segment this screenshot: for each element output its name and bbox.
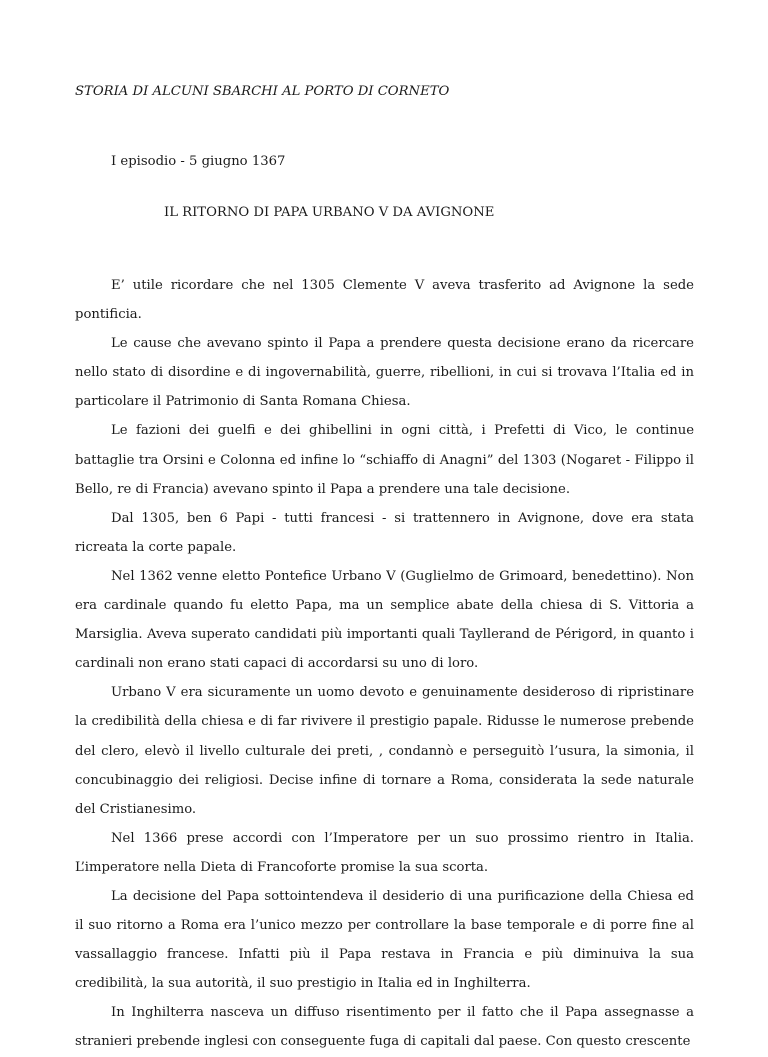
paragraph: In Inghilterra nasceva un diffuso risentimento per il fatto che il Papa assegnasse a stranieri prebende inglesi con conseguente fuga di capitali dal paese. Con questo crescente [75, 1005, 694, 1050]
body-text [75, 271, 694, 1057]
paragraph: Le cause che avevano spinto il Papa a prendere questa decisione erano da ricercare nello stato di disordine e di ingovernabilità, guerre, ribellioni, in cui si trovava l’Italia ed in particolare il Patrimonio di Santa Romana Chiesa. [75, 336, 694, 410]
episode-heading: I episodio - 5 giugno 1367 [111, 154, 286, 169]
paragraph: La decisione del Papa sottointendeva il desiderio di una purificazione della Chiesa ed il suo ritorno a Roma era l’unico mezzo per controllare la base temporale e di porre fine al vassallaggio francese. Infatti più il Papa restava in Francia e più diminuiva la sua credibilità, la sua autorità, il suo prestigio in Italia ed in Inghilterra. [75, 888, 694, 992]
section-title: IL RITORNO DI PAPA URBANO V DA AVIGNONE [164, 205, 495, 220]
paragraph: Le fazioni dei guelfi e dei ghibellini in ogni città, i Prefetti di Vico, le continue battaglie tra Orsini e Colonna ed infine lo “schiaffo di Anagni” del 1303 (Nogaret - Filippo il Bello, re di Francia) avevano spinto il Papa a prendere una tale decisione. [75, 423, 694, 497]
document-title: STORIA DI ALCUNI SBARCHI AL PORTO DI CORNETO [75, 84, 450, 99]
paragraph: Dal 1305, ben 6 Papi - tutti francesi - si trattennero in Avignone, dove era stata ricreata la corte papale. [75, 510, 694, 555]
paragraph: Urbano V era sicuramente un uomo devoto e genuinamente desideroso di ripristinare la credibilità della chiesa e di far rivivere il prestigio papale. Ridusse le numerose prebende del clero, elevò il livello culturale dei preti, , condannò e perseguitò l’usura, la simonia, il concubinaggio dei religiosi. Decise infine di tornare a Roma, considerata la sede naturale del Cristianesimo. [75, 685, 694, 817]
paragraph: E’ utile ricordare che nel 1305 Clemente V aveva trasferito ad Avignone la sede pontificia. [75, 278, 694, 323]
paragraph: Nel 1362 venne eletto Pontefice Urbano V (Guglielmo de Grimoard, benedettino). Non era cardinale quando fu eletto Papa, ma un semplice abate della chiesa di S. Vittoria a Marsiglia. Aveva superato candidati più importanti quali Tayllerand de Périgord, in quanto i cardinali non erano stati capaci di accordarsi su uno di loro. [75, 568, 694, 672]
paragraph: Nel 1366 prese accordi con l’Imperatore per un suo prossimo rientro in Italia. L’imperatore nella Dieta di Francoforte promise la sua scorta. [75, 830, 694, 875]
